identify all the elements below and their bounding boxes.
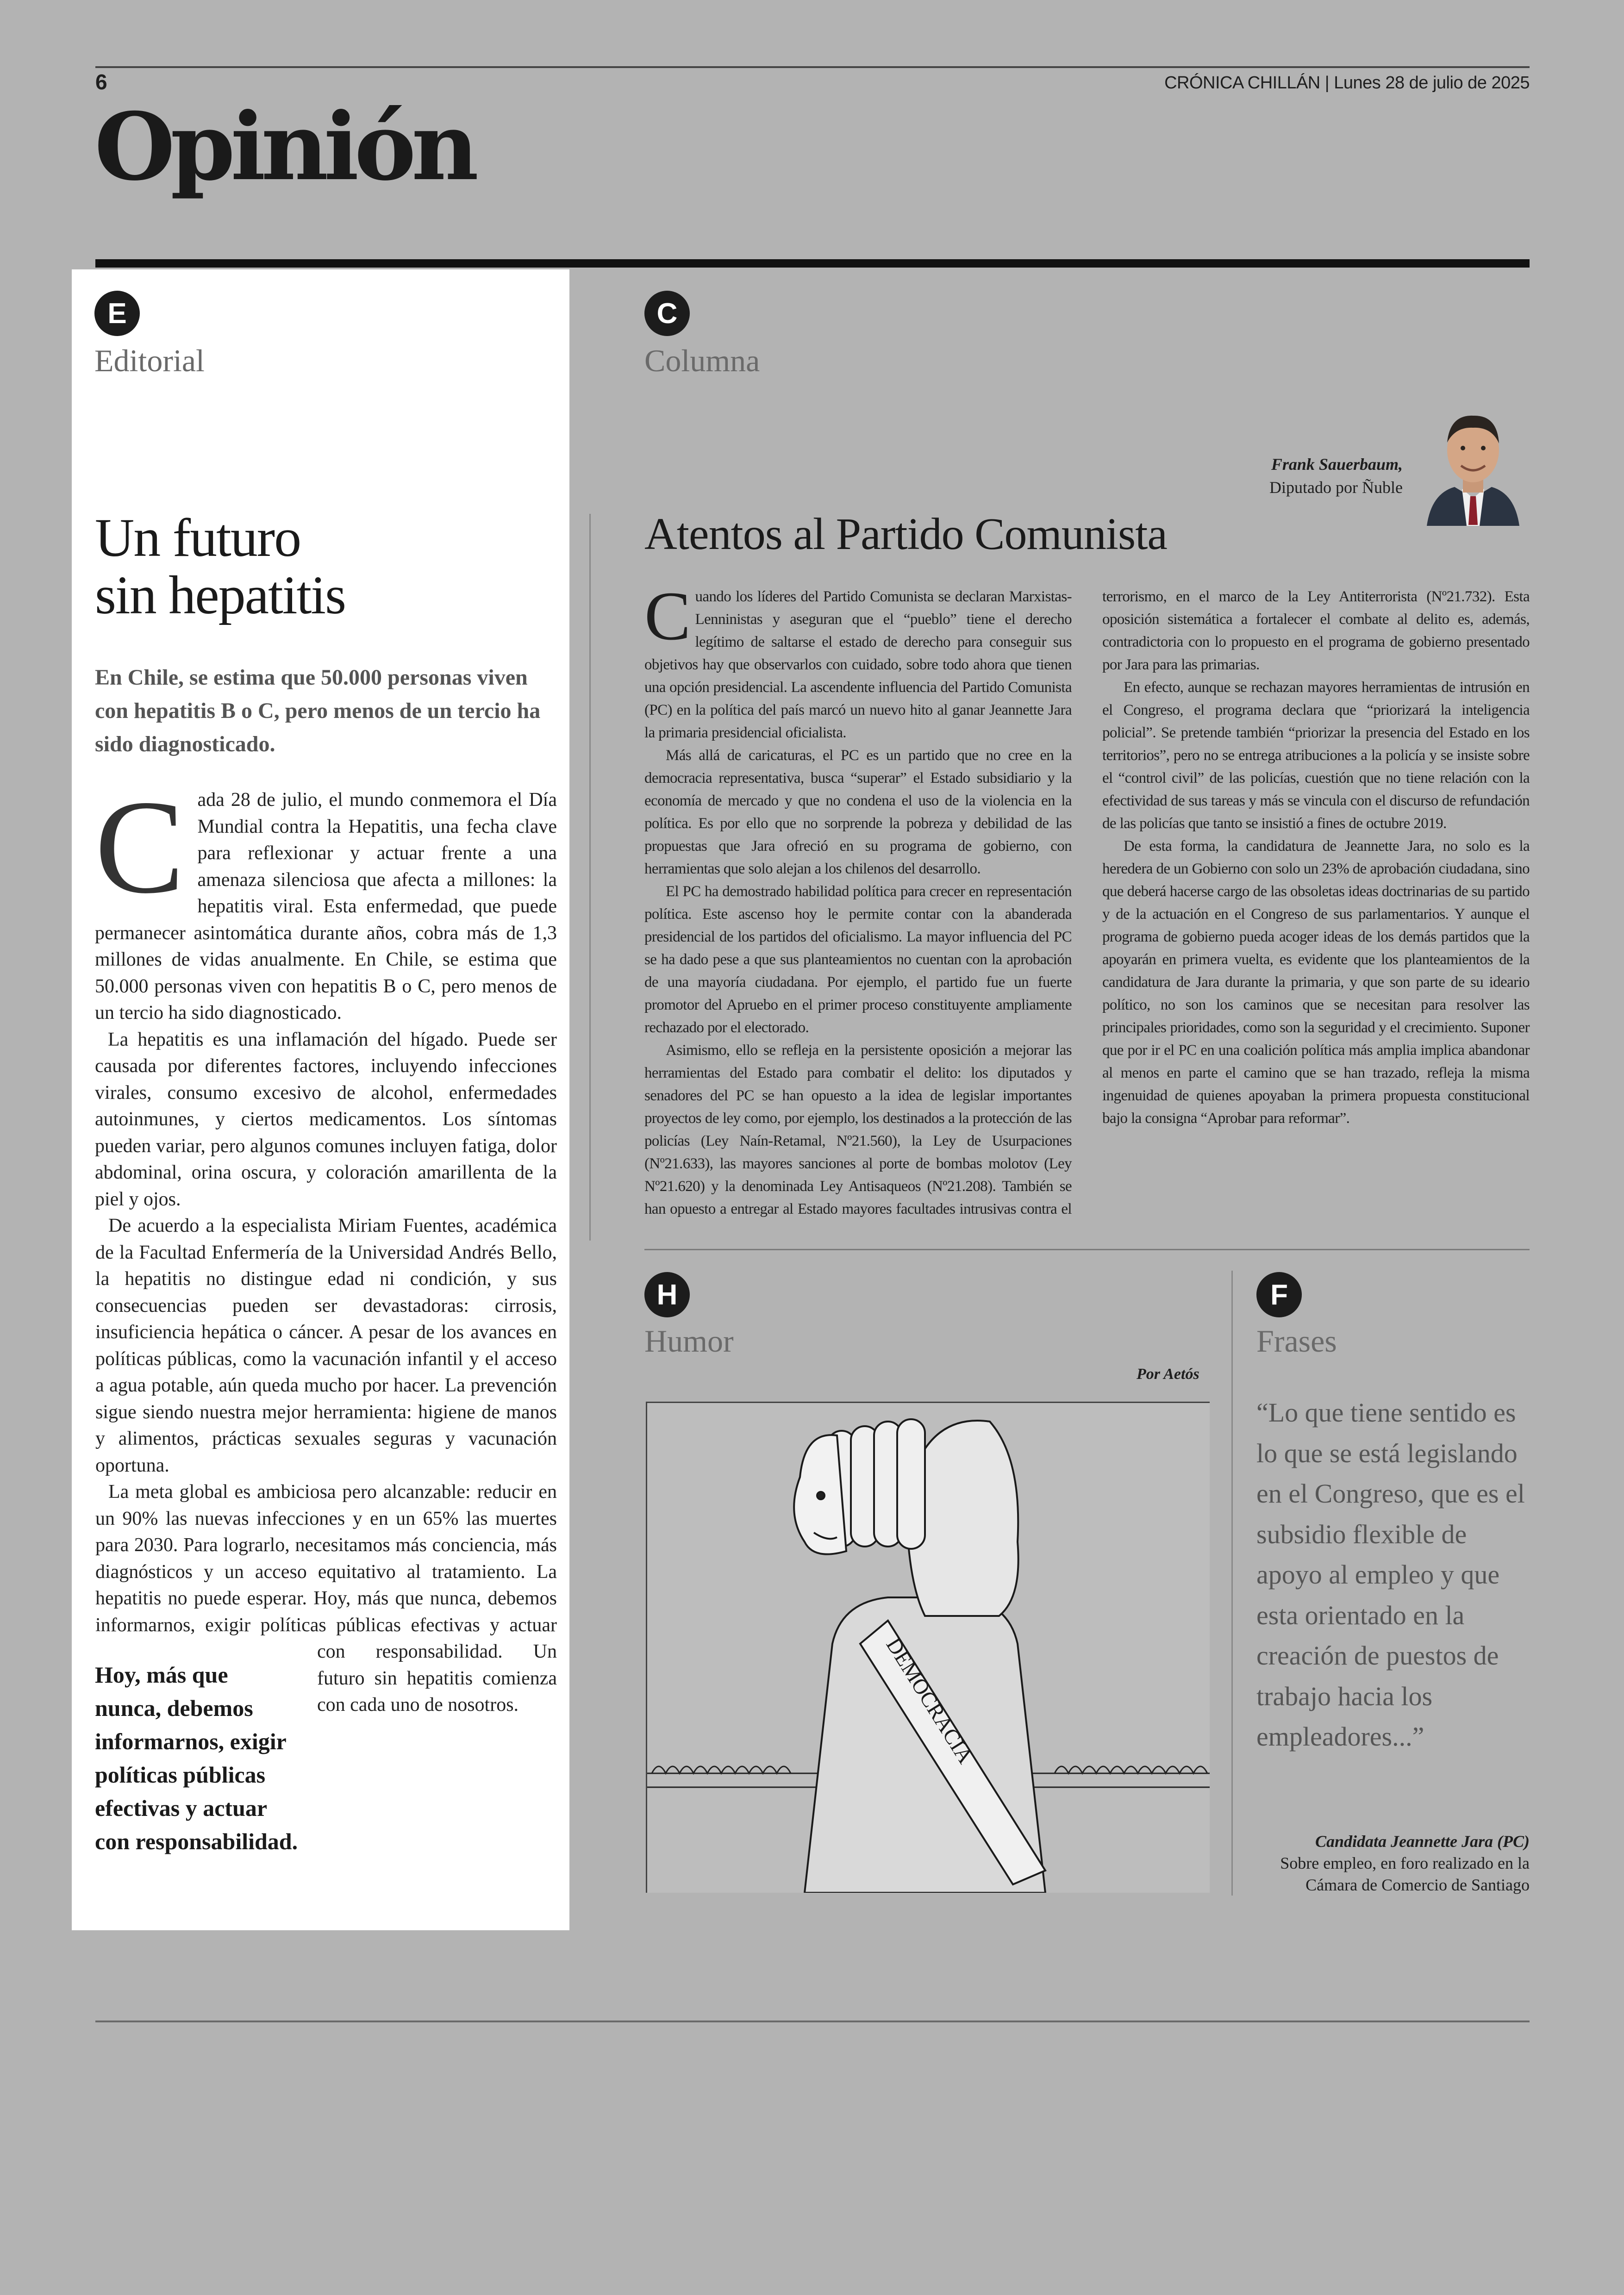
frases-quote: “Lo que tiene sentido es lo que se está legislando en el Congreso, que es el subsidio flexible de apoyo al empleo y que esta orientado en la creación de puestos de trabajo hacia los empleadores...” — [1256, 1397, 1525, 1752]
editorial-badge: E — [94, 291, 140, 336]
editorial-pull-quote: Hoy, más que nunca, debemos informarnos, exigir políticas públicas efectivas y actuar con responsabilidad. — [95, 1662, 298, 1854]
column-divider — [589, 514, 591, 1241]
column-paragraph: El PC ha demostrado habilidad política para crecer en representación política. Este ascenso hoy le permite contar con la abanderada presidencial de los partidos del oficialismo. La mayor influencia del PC se ha dado pese a que sus planteamientos no cuentan con la aprobación de una mayoría ciudadana. Por ejemplo, el partido fue un fuerte promotor del Apruebo en el primer proceso constituyente ampliamente rechazado por el electorado. — [644, 883, 1072, 1036]
cartoon-figure — [794, 1419, 1045, 1893]
editorial-label: Editorial — [94, 343, 205, 378]
section-rule — [95, 259, 1530, 268]
editorial-dropcap: C — [95, 773, 185, 921]
attribution-context: Sobre empleo, en foro realizado en la — [1280, 1854, 1530, 1872]
frases-divider — [1231, 1271, 1233, 1896]
column-body — [644, 578, 1530, 1234]
cartoon-illustration — [647, 1403, 1210, 1893]
column-badge: C — [644, 291, 690, 336]
column-paragraph: En efecto, aunque se rechazan mayores herramientas de intrusión en el Congreso, el programa declara que “priorizará la inteligencia policial”. Se pretende también “priorizar la presencia del Estado en los territorios”, pero no se entrega atribuciones a la policía y se insiste sobre el “control civil” de las policías, cuestión que no tiene relación con la efectividad de sus tareas y más se vincula con el discurso de refundación de las policías que tanto se insistió a fines de octubre 2019. — [1102, 679, 1530, 832]
cartoon-credit: Por Aetós — [1137, 1366, 1199, 1383]
page-number: 6 — [95, 70, 107, 94]
cartoon-frame — [646, 1402, 1210, 1893]
column-paragraph: Asimismo, ello se refleja en la persistente oposición a mejorar las herramientas del Estado para combatir el delito: los diputados y senadores del PC se han opuesto a la idea de legislar importantes proyectos de ley como, por ejemplo, los destinados a la protección de las policías (Ley Naín-Retamal, Nº21.560), la Ley de Usurpaciones (Nº21.633), las mayores sanciones al porte de bombas molotov (Ley Nº21.620) y la denominada Ley Antisaqueos (Nº21.208). También se han opuesto a entregar al Estado mayores facultades intrusivas contra el terrorismo, en el marco de la Ley Antiterrorista (Nº21.732). Esta oposición sistemática a fortalecer el combate al delito es, además, contradictoria con lo propuesto en el programa de gobierno presentado por Jara para las primarias. — [644, 588, 1530, 1217]
editorial-paragraph: ada 28 de julio, el mundo conmemora el Día Mundial contra la Hepatitis, una fecha clave para reflexionar y actuar frente a una amenaza silenciosa que afecta a millones: la hepatitis viral. Esta enfermedad, que puede permanecer asintomática durante años, cobra más de 1,3 millones de vidas anualmente. En Chile, se estima que 50.000 personas viven con hepatitis B o C, pero menos de un tercio ha sido diagnosticado. — [95, 789, 557, 1023]
bottom-rule — [95, 2021, 1530, 2022]
author-name: Frank Sauerbaum, — [1271, 455, 1403, 474]
cartoon-mask-layer — [897, 1419, 925, 1549]
editorial-paragraph: La meta global es ambiciosa pero alcanzable: reducir en un 90% las nuevas infecciones y en un 65% las muertes para 2030. Para lograrlo, necesitamos más conciencia, más diagnósticos y un acceso equitativo al tratamiento. La hepatitis no puede esperar. Hoy, más que nunca, debemos informarnos, exigir políticas públicas efectivas y actuar con responsabilidad. Un futuro sin hepatitis comienza con cada uno de nosotros. — [95, 1481, 557, 1715]
portrait-eye — [1461, 446, 1465, 450]
cartoon-mask-eye — [817, 1492, 824, 1499]
column-paragraph: Más allá de caricaturas, el PC es un partido que no cree en la democracia representativa, busca “superar” el Estado subsidiario y la economía de mercado y que no condena el uso de la violencia en la política. Es por ello que no sorprende la pobreza y debilidad de las propuestas que Jara ofreció en su programa de gobierno, con herramientas que solo alejan a los chilenos del desarrollo. — [644, 747, 1072, 877]
author-role: Diputado por Ñuble — [1269, 478, 1403, 497]
editorial-body — [95, 773, 557, 1867]
attribution-venue: Cámara de Comercio de Santiago — [1305, 1876, 1530, 1894]
editorial-title — [95, 509, 558, 624]
masthead: CRÓNICA CHILLÁN | Lunes 28 de julio de 2025 — [1164, 73, 1530, 93]
frases-label: Frases — [1256, 1323, 1337, 1359]
column-paragraph: De esta forma, la candidatura de Jeannette Jara, no solo es la heredera de un Gobierno con solo un 23% de aprobación ciudadana, sino que deberá hacerse cargo de las obsoletas ideas doctrinarias de su partido y de la actuación en el Congreso de sus parlamentarios. Y aunque el programa de gobierno pueda acoger ideas de los demás partidos que la apoyarán en primera vuelta, es evidente que los planteamientos de la candidatura de Jara durante la primaria, y que son parte de su ideario político, no son los caminos que se necesitan para resolver las principales prioridades, como son la seguridad y el crecimiento. Suponer que por ir el PC en una coalición política más amplia implica abandonar al menos en parte el camino que se han trazado, refleja la misma ingenuidad de quienes apoyaban la primera propuesta constitucional bajo la consigna “Aprobar para reformar”. — [1102, 838, 1530, 1127]
editorial-lead: En Chile, se estima que 50.000 personas viven con hepatitis B o C, pero menos de un tercio ha sido diagnosticado. — [95, 665, 541, 756]
top-rule — [95, 66, 1530, 68]
column-dropcap: C — [644, 578, 691, 655]
frases-attribution — [1280, 1831, 1530, 1896]
column-bottom-rule — [644, 1249, 1530, 1250]
frases-badge: F — [1256, 1272, 1302, 1317]
editorial-paragraph: La hepatitis es una inflamación del hígado. Puede ser causada por diferentes factores, incluyendo infecciones virales, consumo excesivo de alcohol, enfermedades autoinmunes, y ciertos medicamentos. Los síntomas pueden variar, pero algunos comunes incluyen fatiga, dolor abdominal, orina oscura, y coloración amarillenta de la piel y ojos. — [95, 1029, 557, 1210]
portrait-eye — [1481, 446, 1486, 450]
column-label: Columna — [644, 343, 760, 378]
author-portrait — [1422, 405, 1524, 526]
editorial-title-line2: sin hepatitis — [95, 565, 346, 625]
column-title: Atentos al Partido Comunista — [644, 509, 1167, 559]
editorial-paragraph: De acuerdo a la especialista Miriam Fuentes, académica de la Facultad Enfermería de la Universidad Andrés Bello, la hepatitis no distingue edad ni condición, y sus consecuencias pueden ser devastadoras: cirrosis, insuficiencia hepática o cáncer. A pesar de los avances en políticas públicas, como la vacunación infantil y el acceso a agua potable, aún queda mucho por hacer. La prevención sigue siendo nuestra mejor herramienta: higiene de manos y alimentos, prácticas sexuales seguras y vacunación oportuna. — [95, 1215, 557, 1476]
attribution-name: Candidata Jeannette Jara (PC) — [1315, 1832, 1530, 1851]
column-paragraph: uando los líderes del Partido Comunista se declaran Marxistas-Lenninistas y aseguran que el “pueblo” tiene el derecho legítimo de saltarse el estado de derecho para conseguir sus objetivos hay que observarlos con cuidado, sobre todo ahora que tienen una opción presidencial. La ascendente influencia del Partido Comunista (PC) en la política del país marcó un nuevo hito al ganar Jeannette Jara la primaria presidencial oficialista. — [644, 588, 1072, 741]
humor-label: Humor — [644, 1323, 734, 1359]
cartoon-sash-text: DEMOCRACIA — [881, 1634, 978, 1768]
humor-badge: H — [644, 1272, 690, 1317]
column-byline — [1269, 453, 1403, 499]
section-title: Opinión — [94, 93, 475, 201]
editorial-title-line1: Un futuro — [95, 507, 301, 568]
